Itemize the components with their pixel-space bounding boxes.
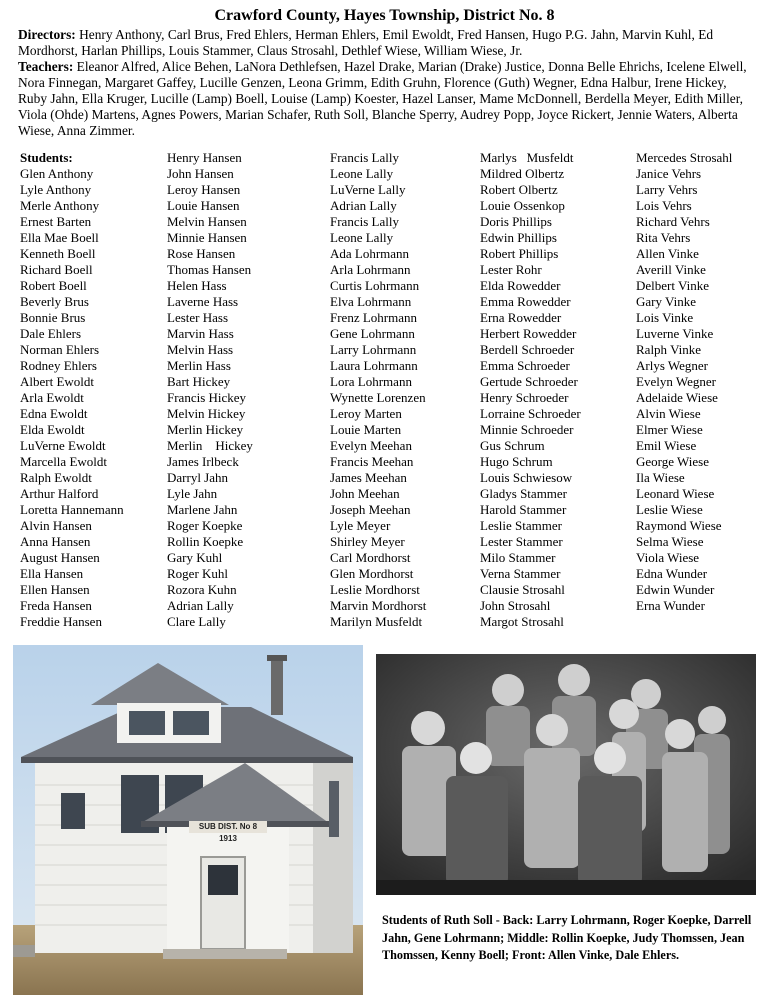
student-name: Ralph Ewoldt — [20, 470, 92, 485]
student-name: Marvin Mordhorst — [330, 598, 427, 613]
student-name: Darryl Jahn — [167, 470, 229, 485]
student-name: Henry Hansen — [167, 150, 242, 165]
student-name: Ralph Vinke — [636, 342, 702, 357]
student-name: Dale Ehlers — [20, 326, 82, 341]
student-name: Emma Rowedder — [480, 294, 571, 309]
student-name: Melvin Hickey — [167, 406, 246, 421]
class-photo-caption: Students of Ruth Soll - Back: Larry Lohrmann, Roger Koepke, Darrell Jahn, Gene Lohrmann; Middle: Rollin Koepke, Judy Thomssen, Jean Thomssen, Kenny Boell; Front: Allen Vinke, Dale Ehlers. — [382, 913, 752, 962]
student-name: Minnie Schroeder — [480, 422, 574, 437]
student-name: Ella Hansen — [20, 566, 84, 581]
student-name: Francis Lally — [330, 150, 399, 165]
student-name: Helen Hass — [167, 278, 227, 293]
student-name: Louie Ossenkop — [480, 198, 565, 213]
directors-paragraph — [18, 27, 758, 59]
student-name: Edna Ewoldt — [20, 406, 88, 421]
student-name: LuVerne Lally — [330, 182, 406, 197]
student-name: Allen Vinke — [636, 246, 699, 261]
student-name: Minnie Hansen — [167, 230, 247, 245]
student-name: Glen Anthony — [20, 166, 94, 181]
student-name: Adrian Lally — [167, 598, 234, 613]
student-name: Lois Vehrs — [636, 198, 692, 213]
student-name: Leslie Wiese — [636, 502, 703, 517]
student-name: Delbert Vinke — [636, 278, 709, 293]
students-column-3 — [330, 150, 426, 630]
student-name: Robert Phillips — [480, 246, 559, 261]
student-name: Lora Lohrmann — [330, 374, 412, 389]
teachers-paragraph — [18, 59, 758, 139]
student-name: Joseph Meehan — [330, 502, 411, 517]
student-name: Edwin Phillips — [480, 230, 557, 245]
student-name: Marcella Ewoldt — [20, 454, 107, 469]
student-name: Francis Lally — [330, 214, 399, 229]
student-name: Ellen Hansen — [20, 582, 90, 597]
student-name: Leroy Marten — [330, 406, 402, 421]
student-name: Rose Hansen — [167, 246, 236, 261]
schoolhouse-sign: SUB DIST. No 8 1913 — [198, 822, 258, 843]
student-name: Francis Hickey — [167, 390, 247, 405]
student-name: Rozora Kuhn — [167, 582, 237, 597]
student-name: Gladys Stammer — [480, 486, 568, 501]
student-name: Freda Hansen — [20, 598, 92, 613]
student-name: Freddie Hansen — [20, 614, 102, 629]
student-name: Elda Ewoldt — [20, 422, 85, 437]
student-name: Lester Hass — [167, 310, 229, 325]
student-name: Marvin Hass — [167, 326, 234, 341]
student-name: Loretta Hannemann — [20, 502, 124, 517]
student-name: Merlin Hickey — [167, 422, 244, 437]
student-name: Beverly Brus — [20, 294, 89, 309]
student-name: Bonnie Brus — [20, 310, 86, 325]
student-name: Arla Lohrmann — [330, 262, 411, 277]
student-name: Bart Hickey — [167, 374, 231, 389]
student-name: Merlin Hickey — [167, 438, 253, 453]
students-column-1 — [20, 150, 124, 630]
student-name: LuVerne Ewoldt — [20, 438, 106, 453]
schoolhouse-photo — [13, 645, 363, 995]
student-name: Ila Wiese — [636, 470, 685, 485]
student-name: Mildred Olbertz — [480, 166, 565, 181]
student-name: Melvin Hansen — [167, 214, 247, 229]
student-name: Thomas Hansen — [167, 262, 252, 277]
class-photo — [376, 654, 756, 895]
student-name: Lois Vinke — [636, 310, 694, 325]
page-title: Crawford County, Hayes Township, District No. 8 — [214, 7, 555, 24]
student-name: Merle Anthony — [20, 198, 100, 213]
student-name: Henry Schroeder — [480, 390, 569, 405]
student-name: Marlene Jahn — [167, 502, 238, 517]
student-name: Larry Lohrmann — [330, 342, 417, 357]
student-name: Ernest Barten — [20, 214, 92, 229]
student-name: Melvin Hass — [167, 342, 234, 357]
student-name: Carl Mordhorst — [330, 550, 411, 565]
student-name: Leslie Mordhorst — [330, 582, 420, 597]
student-name: Laura Lohrmann — [330, 358, 418, 373]
student-name: Alvin Wiese — [636, 406, 701, 421]
student-name: Larry Vehrs — [636, 182, 698, 197]
student-name: Glen Mordhorst — [330, 566, 414, 581]
student-name: James Irlbeck — [167, 454, 239, 469]
student-name: Curtis Lohrmann — [330, 278, 420, 293]
directors-label: Directors: — [18, 27, 76, 42]
student-name: Raymond Wiese — [636, 518, 722, 533]
student-name: Viola Wiese — [636, 550, 700, 565]
student-name: John Hansen — [167, 166, 234, 181]
student-name: Richard Vehrs — [636, 214, 710, 229]
student-name: Lester Stammer — [480, 534, 563, 549]
student-name: Erna Wunder — [636, 598, 705, 613]
student-name: Harold Stammer — [480, 502, 567, 517]
student-name: John Meehan — [330, 486, 400, 501]
student-name: Gary Vinke — [636, 294, 696, 309]
student-name: Laverne Hass — [167, 294, 239, 309]
student-name: Milo Stammer — [480, 550, 556, 565]
student-name: Doris Phillips — [480, 214, 552, 229]
students-column-4 — [480, 150, 581, 630]
student-name: Berdell Schroeder — [480, 342, 575, 357]
student-name: Richard Boell — [20, 262, 93, 277]
student-name: Margot Strosahl — [480, 614, 564, 629]
student-name: Robert Boell — [20, 278, 87, 293]
student-name: Wynette Lorenzen — [330, 390, 426, 405]
student-name: Louie Hansen — [167, 198, 240, 213]
student-name: Emma Schroeder — [480, 358, 570, 373]
student-name: Lyle Jahn — [167, 486, 218, 501]
student-name: Evelyn Wegner — [636, 374, 716, 389]
student-name: Alvin Hansen — [20, 518, 92, 533]
student-name: Lyle Meyer — [330, 518, 391, 533]
student-name: Francis Meehan — [330, 454, 414, 469]
student-name: James Meehan — [330, 470, 407, 485]
student-name: Leonard Wiese — [636, 486, 715, 501]
student-name: Adelaide Wiese — [636, 390, 718, 405]
student-name: Rodney Ehlers — [20, 358, 97, 373]
student-name: Adrian Lally — [330, 198, 397, 213]
student-name: Ada Lohrmann — [330, 246, 410, 261]
student-name: Erna Rowedder — [480, 310, 562, 325]
student-name: Elda Rowedder — [480, 278, 561, 293]
student-name: Ella Mae Boell — [20, 230, 99, 245]
student-name: John Strosahl — [480, 598, 551, 613]
student-name: Hugo Schrum — [480, 454, 553, 469]
student-name: Marlys Musfeldt — [480, 150, 574, 165]
student-name: Herbert Rowedder — [480, 326, 577, 341]
student-name: Merlin Hass — [167, 358, 231, 373]
student-name: Rita Vehrs — [636, 230, 691, 245]
student-name: Elva Lohrmann — [330, 294, 412, 309]
student-name: Gary Kuhl — [167, 550, 223, 565]
student-name: Selma Wiese — [636, 534, 704, 549]
student-name: Robert Olbertz — [480, 182, 558, 197]
student-name: August Hansen — [20, 550, 100, 565]
student-name: Edwin Wunder — [636, 582, 715, 597]
student-name: Leroy Hansen — [167, 182, 241, 197]
student-name: Mercedes Strosahl — [636, 150, 733, 165]
student-name: Louis Schwiesow — [480, 470, 573, 485]
student-name: Janice Vehrs — [636, 166, 702, 181]
student-name: Elmer Wiese — [636, 422, 703, 437]
student-name: Shirley Meyer — [330, 534, 405, 549]
student-name: Roger Kuhl — [167, 566, 229, 581]
student-name: Lorraine Schroeder — [480, 406, 581, 421]
student-name: Evelyn Meehan — [330, 438, 412, 453]
student-name: Averill Vinke — [636, 262, 706, 277]
student-name: Leone Lally — [330, 166, 394, 181]
student-name: Arla Ewoldt — [20, 390, 84, 405]
student-name: Norman Ehlers — [20, 342, 100, 357]
student-name: Frenz Lohrmann — [330, 310, 418, 325]
student-name: Gertude Schroeder — [480, 374, 578, 389]
student-name: Marilyn Musfeldt — [330, 614, 423, 629]
students-column-2 — [167, 150, 253, 630]
student-name: Kenneth Boell — [20, 246, 96, 261]
student-name: Lyle Anthony — [20, 182, 92, 197]
student-name: Arthur Halford — [20, 486, 99, 501]
student-name: Gene Lohrmann — [330, 326, 415, 341]
student-name: Edna Wunder — [636, 566, 708, 581]
student-name: Leslie Stammer — [480, 518, 562, 533]
student-name: Leone Lally — [330, 230, 394, 245]
students-label: Students: — [20, 150, 73, 165]
student-name: George Wiese — [636, 454, 709, 469]
student-name: Louie Marten — [330, 422, 402, 437]
student-name: Clausie Strosahl — [480, 582, 565, 597]
students-column-5 — [636, 150, 732, 614]
student-name: Verna Stammer — [480, 566, 561, 581]
student-name: Clare Lally — [167, 614, 226, 629]
student-name: Anna Hansen — [20, 534, 91, 549]
student-name: Arlys Wegner — [636, 358, 709, 373]
student-name: Gus Schrum — [480, 438, 545, 453]
student-name: Albert Ewoldt — [20, 374, 95, 389]
student-name: Emil Wiese — [636, 438, 697, 453]
teachers-list: Eleanor Alfred, Alice Behen, LaNora Dethlefsen, Hazel Drake, Marian (Drake) Justice, Donna Belle Ehrichs, Icelene Elwell, Nora Finnegan, Margaret Gaffey, Lucille Genzen, Leona Grimm, Edith Gruhn, Florence (Guth) Wegner, Edna Halbur, Irene Hickey, Ruby Jahn, Ella Kruger, Lucille (Lamp) Boell, Louise (Lamp) Koester, Hazel Lanser, Mame McDonnell, Berdella Meyer, Edith Miller, Viola (Ohde) Martens, Agnes Powers, Marian Schafer, Ruth Soll, Blanche Sperry, Audrey Popp, Joyce Rickert, Jennie Waters, Alberta Wiese, Anna Zimmer. — [18, 59, 747, 138]
student-name: Rollin Koepke — [167, 534, 244, 549]
directors-list: Henry Anthony, Carl Brus, Fred Ehlers, Herman Ehlers, Emil Ewoldt, Fred Hansen, Hugo P.G. Jahn, Marvin Kuhl, Ed Mordhorst, Harlan Phillips, Louis Stammer, Claus Strosahl, Dethlef Wiese, William Wiese, Jr. — [18, 27, 714, 58]
student-name: Roger Koepke — [167, 518, 243, 533]
student-name: Lester Rohr — [480, 262, 542, 277]
student-name: Luverne Vinke — [636, 326, 714, 341]
teachers-label: Teachers: — [18, 59, 74, 74]
